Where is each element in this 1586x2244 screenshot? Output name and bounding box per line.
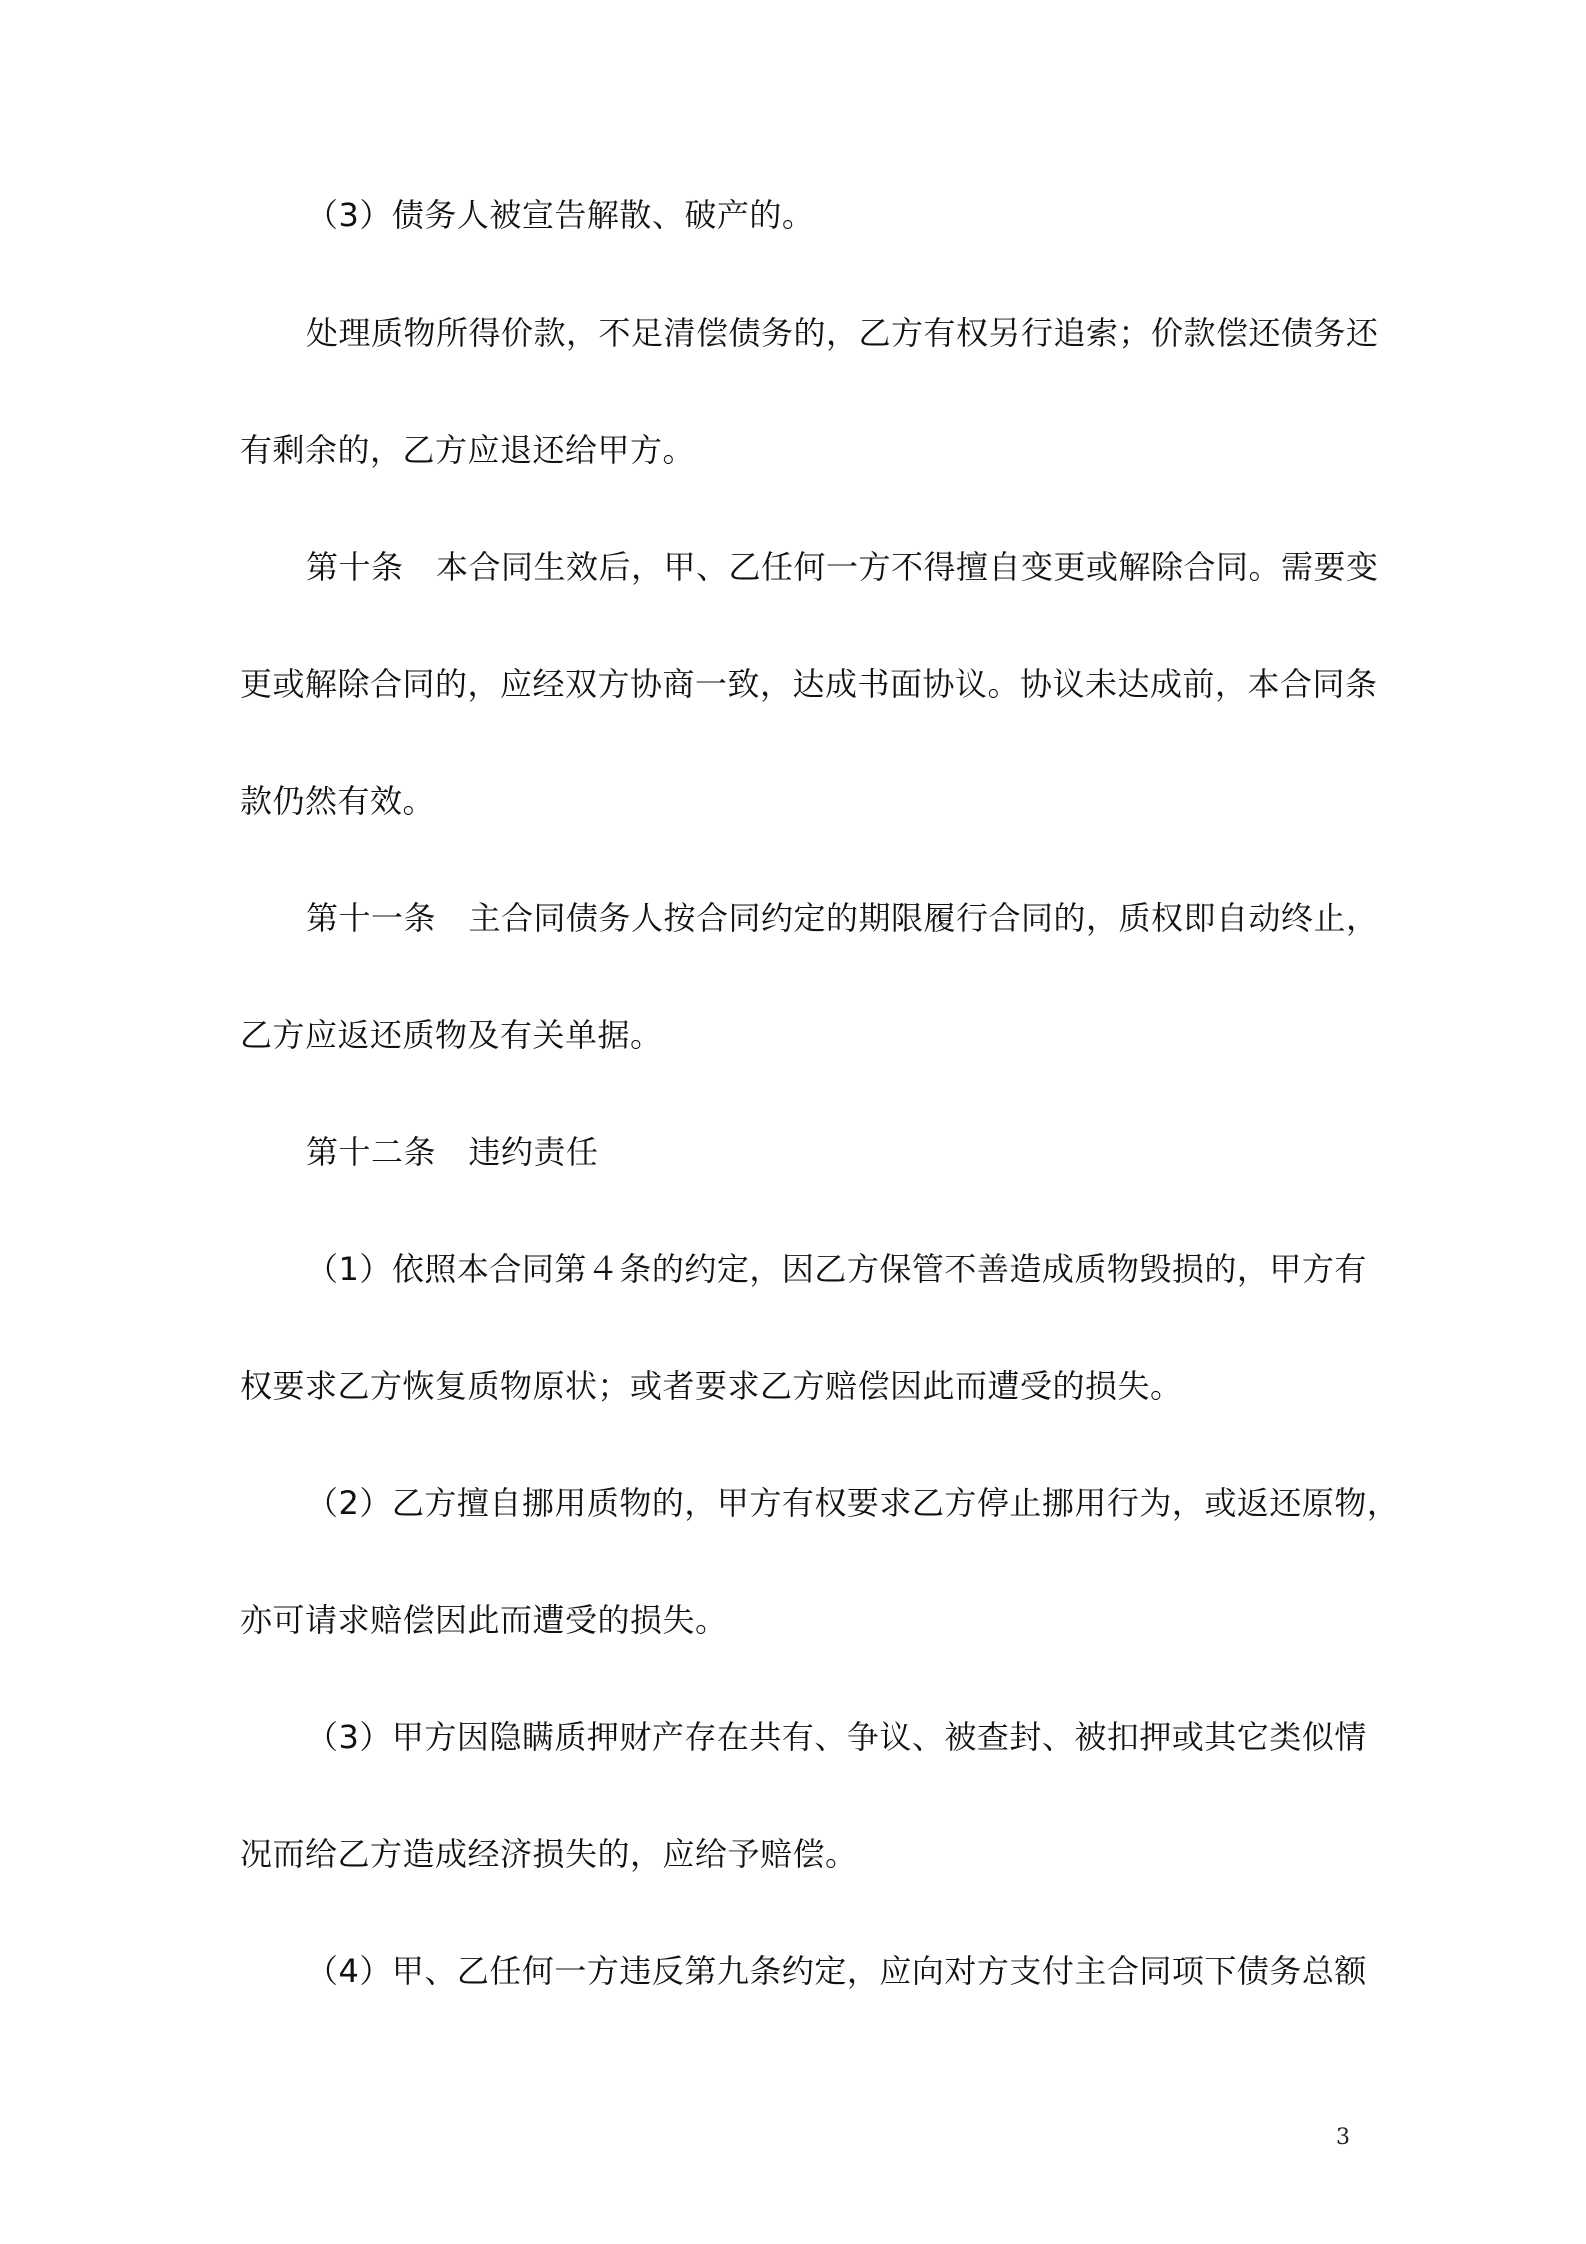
- paragraph-line: 况而给乙方造成经济损失的，应给予赔偿。: [240, 1835, 858, 1873]
- paragraph-line: 亦可请求赔偿因此而遭受的损失。: [240, 1601, 728, 1639]
- paragraph-line: 更或解除合同的，应经双方协商一致，达成书面协议。协议未达成前，本合同条: [240, 665, 1378, 703]
- clause-4-line: （4）甲、乙任何一方违反第九条约定，应向对方支付主合同项下债务总额: [306, 1952, 1367, 1990]
- clause-2-line: （2）乙方擅自挪用质物的，甲方有权要求乙方停止挪用行为，或返还原物，: [306, 1484, 1400, 1522]
- paragraph-line: 权要求乙方恢复质物原状；或者要求乙方赔偿因此而遭受的损失。: [240, 1367, 1183, 1405]
- paragraph-line: 款仍然有效。: [240, 782, 436, 820]
- paragraph-line: 处理质物所得价款，不足清偿债务的，乙方有权另行追索；价款偿还债务还: [306, 314, 1379, 352]
- paragraph-line: （3）债务人被宣告解散、破产的。: [306, 196, 815, 234]
- clause-3-line: （3）甲方因隐瞒质押财产存在共有、争议、被查封、被扣押或其它类似情: [306, 1718, 1367, 1756]
- clause-1-line: （1）依照本合同第４条的约定，因乙方保管不善造成质物毁损的，甲方有: [306, 1250, 1367, 1288]
- article-12-heading: 第十二条 违约责任: [306, 1133, 599, 1171]
- article-11-line: 第十一条 主合同债务人按合同约定的期限履行合同的，质权即自动终止，: [306, 899, 1379, 937]
- paragraph-line: 乙方应返还质物及有关单据。: [240, 1016, 663, 1054]
- article-10-line: 第十条 本合同生效后，甲、乙任何一方不得擅自变更或解除合同。需要变: [306, 548, 1379, 586]
- page-number: 3: [1336, 2125, 1350, 2150]
- paragraph-line: 有剩余的，乙方应退还给甲方。: [240, 431, 696, 469]
